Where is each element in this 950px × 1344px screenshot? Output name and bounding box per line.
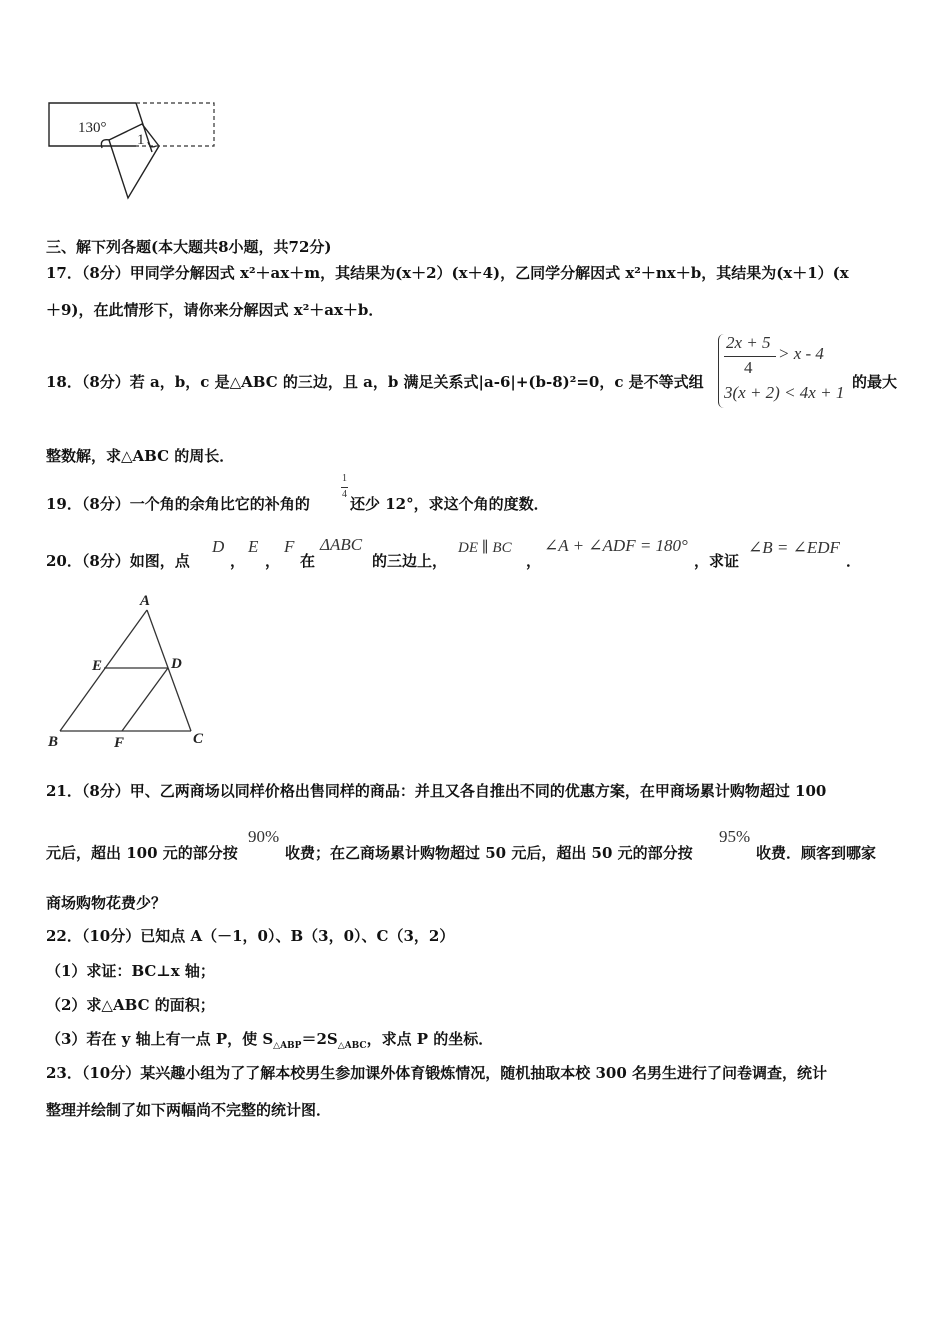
q17-line-2: ＋9)，在此情形下，请你来分解因式 x²＋ax＋b． bbox=[46, 301, 384, 319]
triangle-figure bbox=[42, 588, 222, 750]
q20-conclusion: ∠B = ∠EDF bbox=[748, 538, 840, 557]
section-3-heading: 三、解下列各题(本大题共8小题，共72分) bbox=[46, 238, 332, 256]
q23-line-1: 23．（10分）某兴趣小组为了了解本校男生参加课外体育锻炼情况，随机抽取本校 300 名男生进行了问卷调查，统计 bbox=[46, 1064, 828, 1082]
q22-subscript-abc: △ABC bbox=[337, 1041, 367, 1051]
q21-percent-95: 95% bbox=[719, 827, 751, 846]
q19-text-end: 还少 12°，求这个角的度数． bbox=[350, 495, 549, 513]
q20-prove: ，求证 bbox=[694, 552, 740, 570]
label-e: E bbox=[92, 658, 103, 674]
q21-line-3: 商场购物花费少？ bbox=[46, 894, 167, 912]
ineq1-numerator: 2x + 5 bbox=[726, 333, 771, 352]
q20-sep-1: ， bbox=[230, 552, 246, 570]
q20-angle-condition: ∠A + ∠ADF = 180° bbox=[544, 536, 688, 555]
q20-parallel: DE ∥ BC bbox=[458, 540, 512, 556]
q20-text: 20．（8分）如图，点 bbox=[46, 552, 190, 570]
ineq1-denominator: 4 bbox=[744, 358, 753, 377]
segment-df bbox=[122, 668, 168, 731]
side-ac bbox=[147, 610, 191, 731]
q19-text: 19．（8分）一个角的余角比它的补角的 bbox=[46, 495, 310, 513]
q22-sub-3-c: ，求点 P 的坐标． bbox=[366, 1030, 494, 1048]
side-ab bbox=[60, 610, 147, 731]
q21-line-2a: 元后，超出 100 元的部分按 bbox=[46, 844, 238, 862]
angle-130-label: 130° bbox=[78, 120, 107, 136]
q19-fraction-numerator: 1 bbox=[342, 473, 347, 484]
q22-subscript-abp: △ABP bbox=[273, 1041, 302, 1051]
q18-text: 18．（8分）若 a，b，c 是△ABC 的三边，且 a，b 满足关系式|a-6|+(b-8)²=0，c 是不等式组 bbox=[46, 373, 704, 391]
q19-fraction-denominator: 4 bbox=[342, 489, 347, 500]
ineq2: 3(x + 2) < 4x + 1 bbox=[724, 383, 845, 402]
label-d: D bbox=[171, 656, 182, 672]
q20-sep-2: ， bbox=[265, 552, 281, 570]
q21-line-2c: 收费．顾客到哪家 bbox=[756, 844, 877, 862]
ineq1-rhs: > x - 4 bbox=[778, 344, 824, 363]
q23-line-2: 整理并绘制了如下两幅尚不完整的统计图． bbox=[46, 1101, 332, 1119]
q22-sub-3-a: （3）若在 y 轴上有一点 P，使 S bbox=[46, 1030, 274, 1048]
q20-comma: ， bbox=[526, 552, 542, 570]
q21-line-1: 21．（8分）甲、乙两商场以同样价格出售同样的商品：并且又各自推出不同的优惠方案，在甲商场累计购物超过 100 bbox=[46, 782, 827, 800]
q20-point-f: F bbox=[284, 537, 295, 556]
q17-line-1: 17．（8分）甲同学分解因式 x²＋ax＋m，其结果为(x＋2）(x＋4)，乙同学分解因式 x²＋nx＋b，其结果为(x＋1）(x bbox=[46, 264, 849, 282]
q22-sub-1: （1）求证：BC⊥x 轴； bbox=[46, 962, 215, 980]
q22-sub-3 bbox=[46, 1028, 493, 1051]
q18-text-end: 的最大 bbox=[852, 373, 898, 391]
q21-line-2b: 收费；在乙商场累计购物超过 50 元后，超出 50 元的部分按 bbox=[285, 844, 693, 862]
label-c: C bbox=[193, 731, 204, 747]
label-b: B bbox=[48, 734, 59, 750]
q20-on-sides: 的三边上， bbox=[372, 552, 448, 570]
fold-figure bbox=[44, 96, 224, 202]
q20-at: 在 bbox=[300, 552, 316, 570]
q21-percent-90: 90% bbox=[248, 827, 280, 846]
q20-point-e: E bbox=[248, 537, 259, 556]
q19-fraction-bar bbox=[341, 487, 348, 488]
q18-line-2: 整数解，求△ABC 的周长． bbox=[46, 447, 235, 465]
q22-sub-3-b: ＝2S bbox=[301, 1030, 338, 1048]
q20-triangle: ΔABC bbox=[320, 535, 363, 554]
q20-point-d: D bbox=[212, 537, 225, 556]
angle-1-label: 1 bbox=[137, 132, 145, 148]
label-f: F bbox=[114, 735, 125, 750]
q20-period: ． bbox=[846, 552, 862, 570]
q22-line-1: 22．（10分）已知点 A（－1，0）、B（3，0）、C（3，2） bbox=[46, 927, 455, 945]
q22-sub-2: （2）求△ABC 的面积； bbox=[46, 996, 215, 1014]
label-a: A bbox=[140, 593, 151, 609]
ineq1-fraction-bar bbox=[724, 356, 776, 357]
fold-strip bbox=[49, 103, 159, 198]
